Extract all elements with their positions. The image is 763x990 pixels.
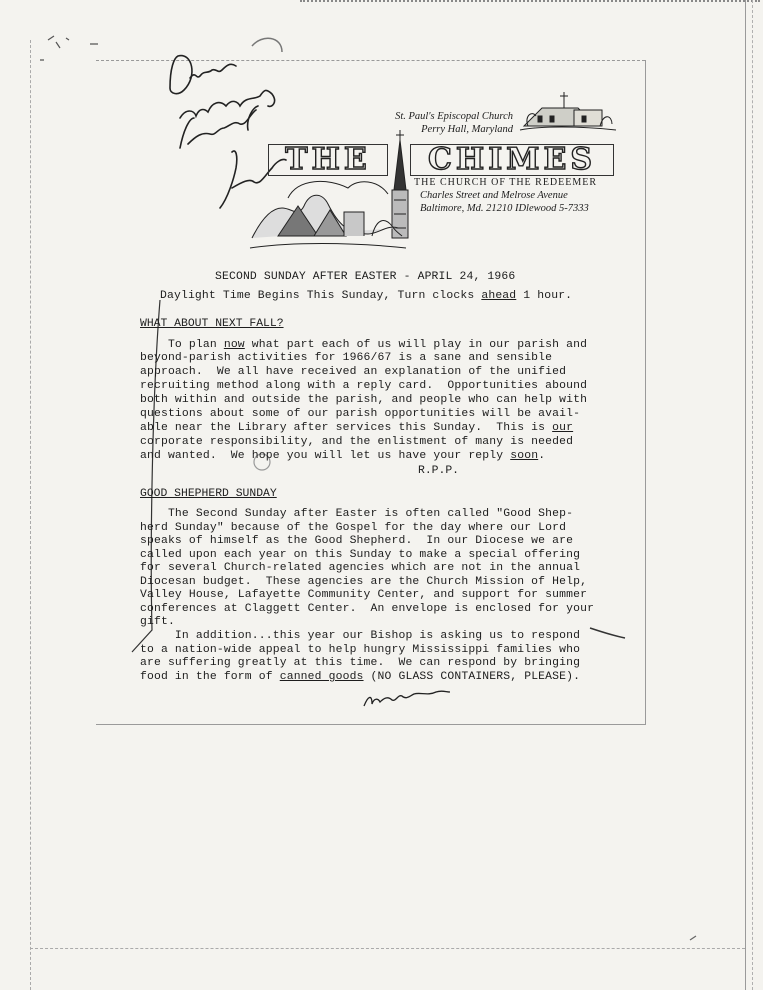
s2-l13-emph: canned goods: [279, 671, 364, 683]
s1-l1-emph: now: [223, 339, 245, 351]
s1-l9-b: .: [538, 450, 546, 462]
handwritten-signature: [360, 690, 460, 714]
s2-line-7: Valley House, Lafayette Community Center, and support for summer: [140, 589, 588, 601]
s2-line-3: speaks of himself as the Good Shepherd. In our Diocese we are: [140, 535, 574, 547]
section1-initials: R.P.P.: [418, 465, 460, 477]
s2-line-5: for several Church-related agencies which are not in the annual: [140, 562, 581, 574]
s2-l13-b: (NO GLASS CONTAINERS, PLEASE).: [363, 671, 581, 683]
daylight-emph: ahead: [481, 290, 517, 302]
s2-line-9: gift.: [140, 616, 175, 628]
s1-l1-a: To plan: [140, 339, 224, 351]
s1-line-8: corporate responsibility, and the enlistment of many is needed: [140, 436, 574, 448]
s1-l9-emph: soon: [510, 450, 539, 462]
s1-line-9: [140, 450, 545, 462]
st-pauls-name: St. Paul's Episcopal Church: [395, 111, 513, 122]
date-line: SECOND SUNDAY AFTER EASTER - APRIL 24, 1966: [215, 271, 516, 283]
s1-l7-a: able near the Library after services this Sunday. This is: [140, 422, 553, 434]
section-heading-next-fall: WHAT ABOUT NEXT FALL?: [140, 318, 284, 330]
s1-l7-emph: our: [552, 422, 574, 434]
s1-line-5: both within and outside the parish, and people who can help with: [140, 394, 588, 406]
daylight-before: Daylight Time Begins This Sunday, Turn clocks: [160, 290, 482, 302]
s2-line-13: [140, 671, 580, 683]
s1-l9-a: and wanted. We hope you will let us have your reply: [140, 450, 511, 462]
s1-line-2: beyond-parish activities for 1966/67 is a sane and sensible: [140, 352, 553, 364]
church-address-line1: Charles Street and Melrose Avenue: [420, 190, 568, 201]
church-name: THE CHURCH OF THE REDEEMER: [414, 177, 598, 188]
s1-line-4: recruiting method along with a reply card. Opportunities abound: [140, 380, 588, 392]
s2-l13-a: food in the form of: [140, 671, 280, 683]
s2-line-1: The Second Sunday after Easter is often called "Good Shep-: [140, 508, 574, 520]
s1-line-3: approach. We all have received an explanation of the unified: [140, 366, 567, 378]
s1-l1-b: what part each of us will play in our parish and: [244, 339, 588, 351]
title-word-chimes: CHIMES: [410, 144, 614, 176]
st-pauls-church-illustration: [518, 86, 618, 136]
s2-line-10: In addition...this year our Bishop is asking us to respond: [140, 630, 581, 642]
s2-line-4: called upon each year on this Sunday to make a special offering: [140, 549, 581, 561]
church-of-the-redeemer-illustration: [248, 178, 408, 258]
church-of-redeemer-block: [414, 176, 597, 215]
s2-line-6: Diocesan budget. These agencies are the Church Mission of Help,: [140, 576, 588, 588]
s1-line-1: [140, 339, 587, 351]
s2-line-8: conferences at Claggett Center. An envelope is enclosed for your: [140, 603, 595, 615]
s1-line-6: questions about some of our parish opportunities will be avail-: [140, 408, 581, 420]
section-heading-good-shepherd: GOOD SHEPHERD SUNDAY: [140, 488, 277, 500]
s1-line-7: [140, 422, 573, 434]
newsletter-title: [268, 142, 620, 177]
s2-line-11: to a nation-wide appeal to help hungry Mississippi families who: [140, 644, 581, 656]
daylight-notice: [160, 290, 572, 302]
church-address-line2: Baltimore, Md. 21210 IDlewood 5-7333: [420, 203, 589, 214]
s2-line-2: herd Sunday" because of the Gospel for the day where our Lord: [140, 522, 567, 534]
st-pauls-location: Perry Hall, Maryland: [421, 124, 513, 135]
daylight-after: 1 hour.: [516, 290, 573, 302]
title-word-the: THE: [268, 144, 388, 176]
s2-line-12: are suffering greatly at this time. We can respond by bringing: [140, 657, 581, 669]
